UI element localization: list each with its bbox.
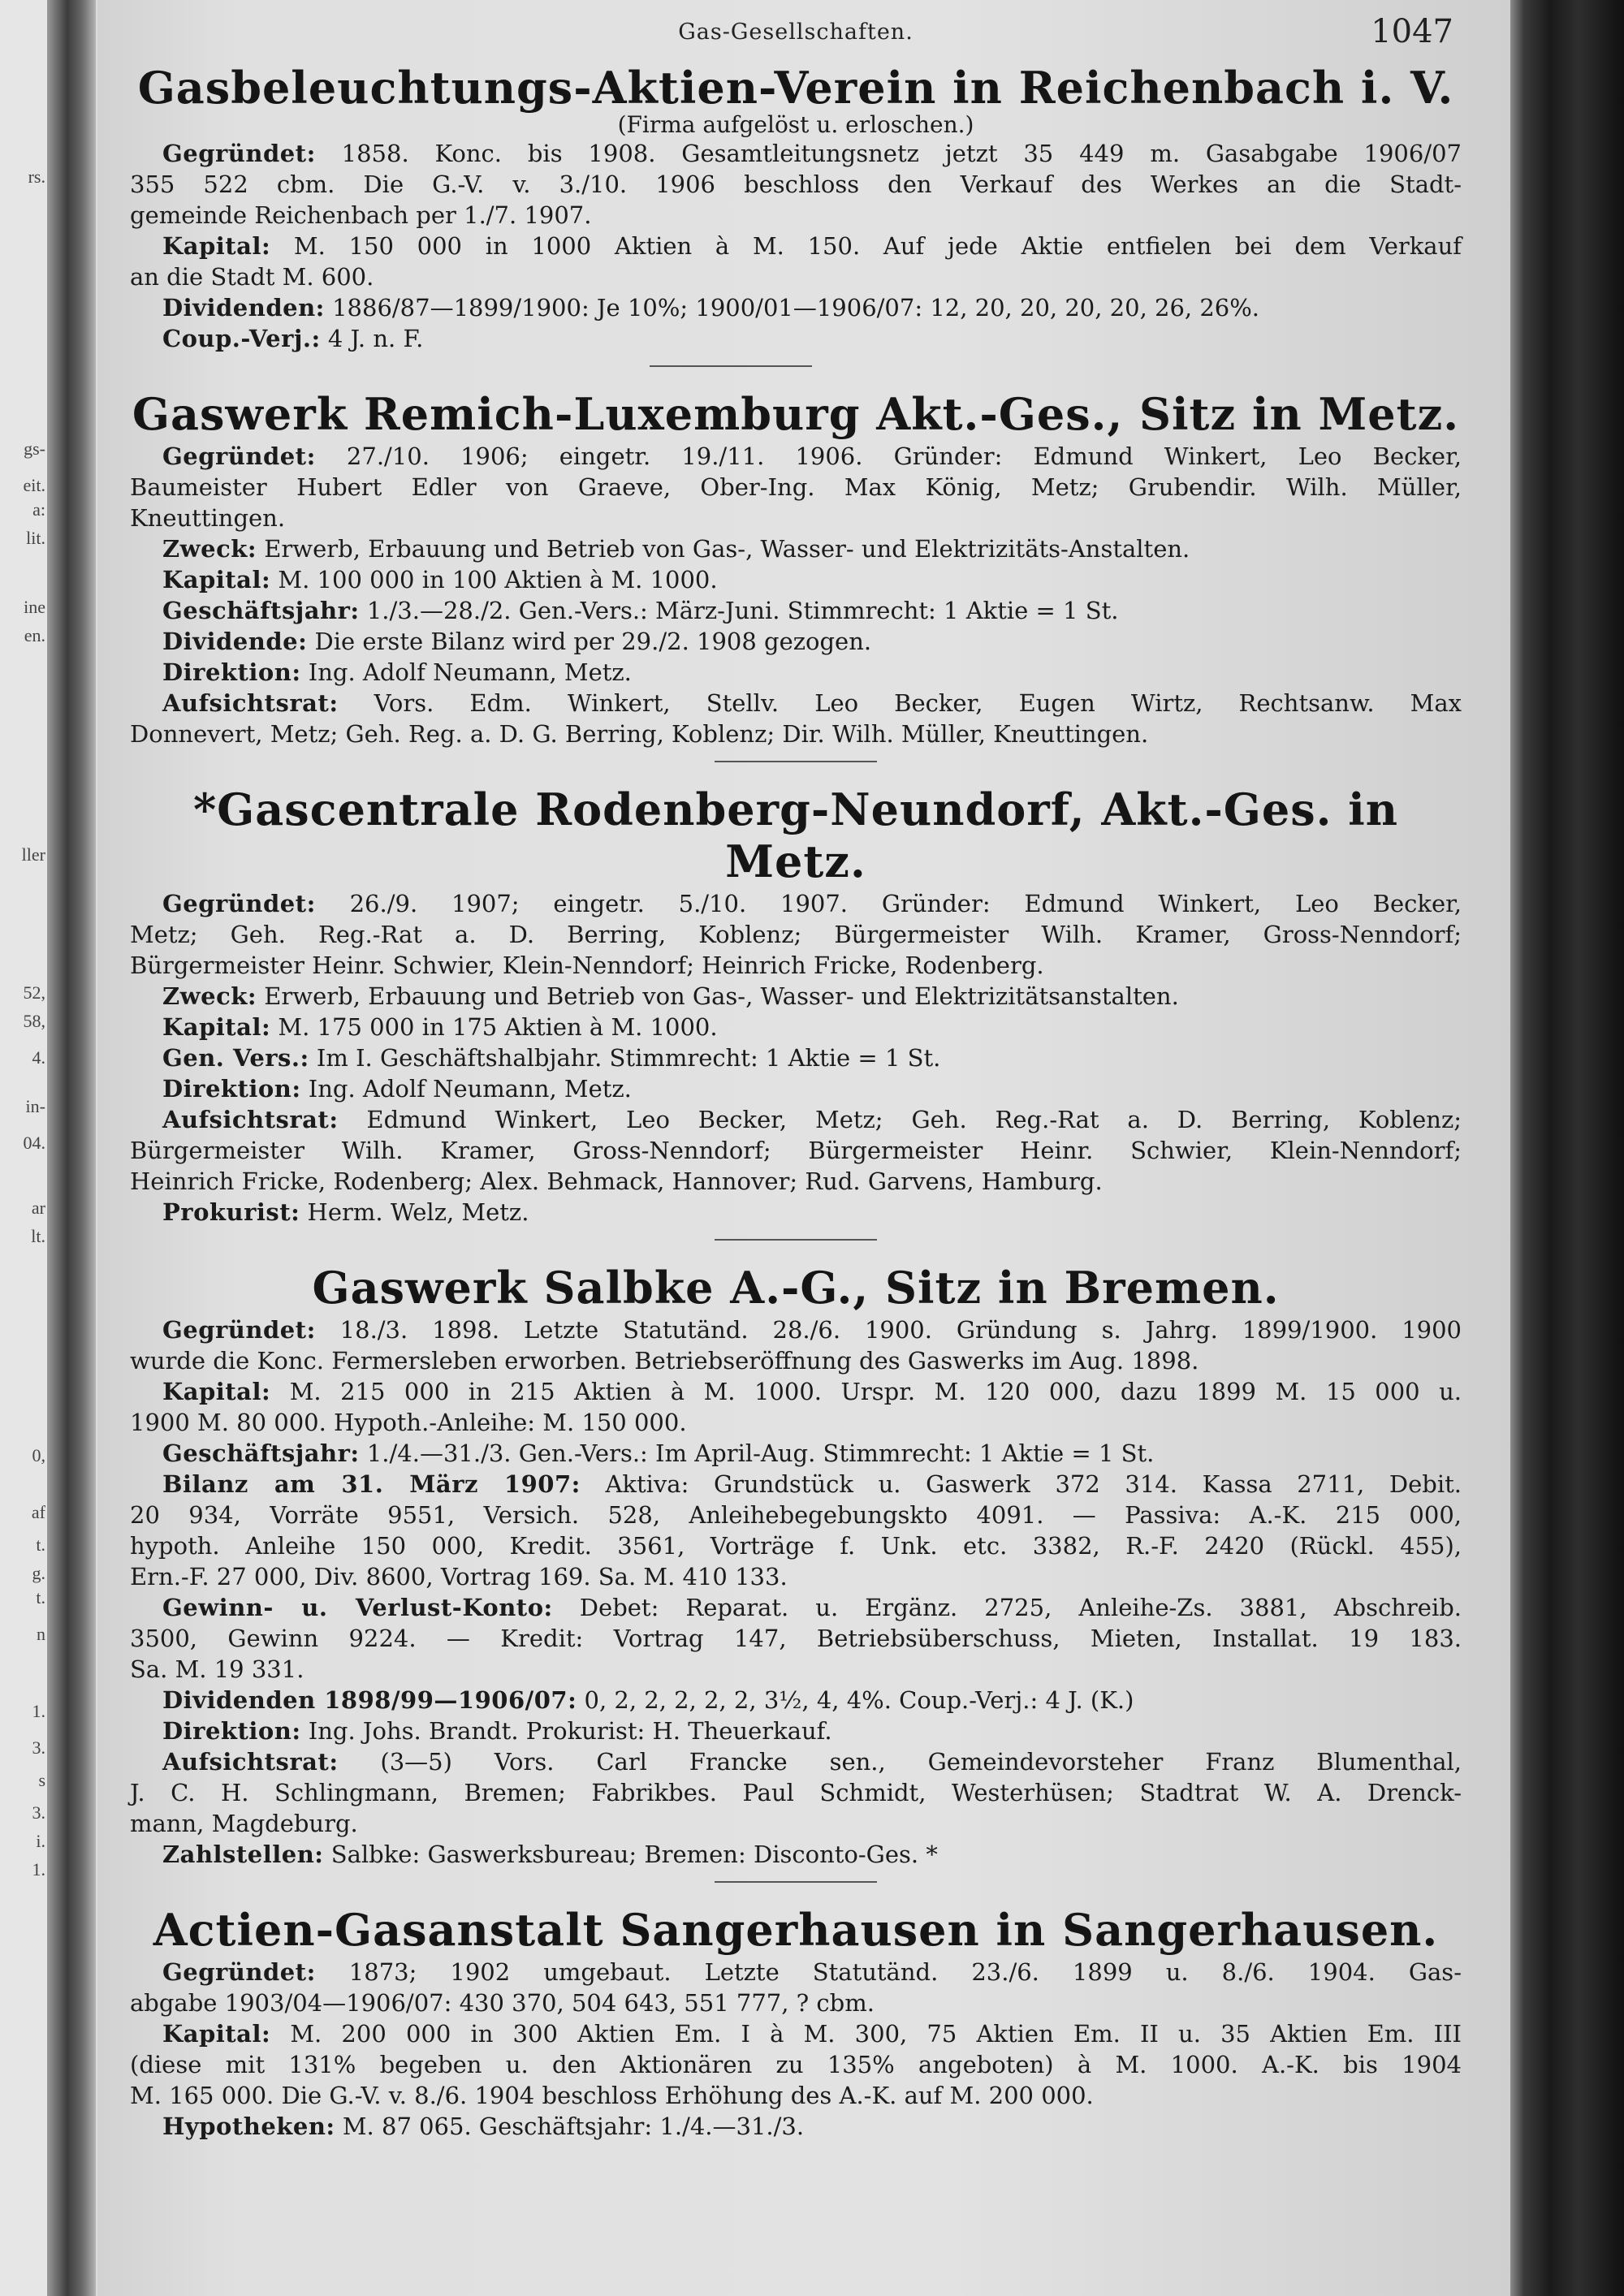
margin-fragment: 04.	[23, 1133, 45, 1153]
margin-fragment: t.	[36, 1587, 45, 1608]
margin-fragment: ine	[24, 597, 45, 617]
adjacent-page-strip	[0, 0, 96, 2296]
company-title: Gasbeleuchtungs-Aktien-Verein in Reichenbach i. V.	[137, 62, 1454, 114]
entry-line: Zweck: Erwerb, Erbauung und Betrieb von Gas-, Wasser- und Elektrizitätsanstalten.	[162, 982, 1179, 1011]
section-divider	[715, 1239, 877, 1241]
entry-line: 20 934, Vorräte 9551, Versich. 528, Anleihebegebungskto 4091. — Passiva: A.-K. 215 000,	[130, 1500, 1462, 1529]
margin-fragment: t.	[36, 1534, 45, 1555]
document-page	[97, 0, 1510, 2296]
entry-line: Heinrich Fricke, Rodenberg; Alex. Behmack, Hannover; Rud. Garvens, Hamburg.	[130, 1167, 1103, 1196]
entry-line: Aufsichtsrat: Edmund Winkert, Leo Becker, Metz; Geh. Reg.-Rat a. D. Berring, Koblenz;	[162, 1106, 1462, 1134]
margin-fragment: 4.	[32, 1047, 45, 1068]
entry-line: Gewinn- u. Verlust-Konto: Debet: Reparat. u. Ergänz. 2725, Anleihe-Zs. 3881, Abschreib.	[162, 1593, 1462, 1621]
entry-line: Gegründet: 1858. Konc. bis 1908. Gesamtleitungsnetz jetzt 35 449 m. Gasabgabe 1906/07	[162, 139, 1462, 167]
margin-fragment: en.	[24, 625, 45, 645]
margin-fragment: in-	[25, 1096, 45, 1116]
running-title: Gas-Gesellschaften.	[678, 19, 914, 45]
margin-fragment: a:	[32, 499, 45, 520]
margin-fragment: rs.	[28, 166, 45, 187]
margin-fragment: 58,	[23, 1011, 45, 1031]
company-subtitle: (Firma aufgelöst u. erloschen.)	[617, 110, 974, 138]
entry-line: Bürgermeister Heinr. Schwier, Klein-Nenndorf; Heinrich Fricke, Rodenberg.	[130, 952, 1044, 980]
entry-body	[130, 1314, 1462, 1870]
entry-line: Kneuttingen.	[130, 503, 286, 532]
company-entry	[130, 783, 1462, 1241]
entry-line: Dividenden 1898/99—1906/07: 0, 2, 2, 2, 2, 2, 3½, 4, 4%. Coup.-Verj.: 4 J. (K.)	[162, 1685, 1134, 1714]
entry-line: Prokurist: Herm. Welz, Metz.	[162, 1198, 529, 1227]
entry-body	[130, 1957, 1462, 2142]
company-title: *Gascentrale Rodenberg-Neundorf, Akt.-Ges. in Metz.	[192, 783, 1399, 888]
margin-fragment: gs-	[24, 438, 45, 459]
entry-line: 3500, Gewinn 9224. — Kredit: Vortrag 147, Betriebsüberschuss, Mieten, Installat. 19 183.	[130, 1624, 1462, 1652]
entry-line: gemeinde Reichenbach per 1./7. 1907.	[130, 201, 592, 229]
entry-line: abgabe 1903/04—1906/07: 430 370, 504 643, 551 777, ? cbm.	[130, 1988, 875, 2017]
entry-line: Geschäftsjahr: 1./3.—28./2. Gen.-Vers.: März-Juni. Stimmrecht: 1 Aktie = 1 St.	[162, 596, 1119, 624]
entry-line: Metz; Geh. Reg.-Rat a. D. Berring, Koblenz; Bürgermeister Wilh. Kramer, Gross-Nenndorf;	[130, 921, 1462, 949]
margin-fragment: 1.	[32, 1859, 45, 1880]
book-spine-edge	[1510, 0, 1624, 2296]
entry-line: Geschäftsjahr: 1./4.—31./3. Gen.-Vers.: Im April-Aug. Stimmrecht: 1 Aktie = 1 St.	[162, 1439, 1155, 1467]
entry-line: Coup.-Verj.: 4 J. n. F.	[162, 324, 424, 352]
entry-line: J. C. H. Schlingmann, Bremen; Fabrikbes. Paul Schmidt, Westerhüsen; Stadtrat W. A. Drenck-	[130, 1778, 1462, 1806]
entry-line: Kapital: M. 150 000 in 1000 Aktien à M. 150. Auf jede Aktie entfielen bei dem Verkauf	[162, 231, 1462, 260]
entry-line: Kapital: M. 200 000 in 300 Aktien Em. I à M. 300, 75 Aktien Em. II u. 35 Aktien Em. III	[162, 2019, 1462, 2048]
entry-line: wurde die Konc. Fermersleben erworben. Betriebseröffnung des Gaswerks im Aug. 1898.	[130, 1346, 1199, 1375]
section-divider	[650, 365, 812, 367]
section-divider	[715, 761, 877, 762]
margin-fragment: eit.	[23, 475, 45, 495]
entry-line: M. 165 000. Die G.-V. v. 8./6. 1904 beschloss Erhöhung des A.-K. auf M. 200 000.	[130, 2081, 1094, 2109]
company-entry	[130, 1262, 1462, 1883]
company-entry	[130, 1904, 1462, 2142]
entry-line: Gegründet: 1873; 1902 umgebaut. Letzte Statutänd. 23./6. 1899 u. 8./6. 1904. Gas-	[162, 1957, 1462, 1986]
company-title: Actien-Gasanstalt Sangerhausen in Sangerhausen.	[153, 1903, 1439, 1956]
margin-fragment: g.	[32, 1563, 45, 1583]
company-title: Gaswerk Remich-Luxemburg Akt.-Ges., Sitz in Metz.	[132, 387, 1460, 440]
entry-line: Gen. Vers.: Im I. Geschäftshalbjahr. Stimmrecht: 1 Aktie = 1 St.	[162, 1044, 941, 1072]
margin-fragment: 52,	[23, 982, 45, 1003]
margin-fragment: lt.	[31, 1226, 45, 1246]
entry-line: Ern.-F. 27 000, Div. 8600, Vortrag 169. Sa. M. 410 133.	[130, 1562, 788, 1590]
entry-line: Gegründet: 27./10. 1906; eingetr. 19./11. 1906. Gründer: Edmund Winkert, Leo Becker,	[162, 442, 1462, 470]
entry-line: Kapital: M. 100 000 in 100 Aktien à M. 1000.	[162, 565, 718, 593]
margin-fragment: 1.	[32, 1701, 45, 1721]
section-divider	[715, 1881, 877, 1883]
company-title: Gaswerk Salbke A.-G., Sitz in Bremen.	[312, 1262, 1280, 1314]
entry-line: Sa. M. 19 331.	[130, 1655, 304, 1683]
company-entry	[130, 62, 1462, 367]
entry-line: mann, Magdeburg.	[130, 1809, 358, 1837]
entry-body	[130, 888, 1462, 1228]
entry-line: Aufsichtsrat: (3—5) Vors. Carl Francke sen., Gemeindevorsteher Franz Blumenthal,	[162, 1747, 1462, 1776]
entry-body	[130, 441, 1462, 749]
entry-line: an die Stadt M. 600.	[130, 262, 374, 291]
margin-fragment: 3.	[32, 1802, 45, 1823]
margin-fragment: ar	[31, 1198, 45, 1218]
margin-fragment: n	[37, 1624, 45, 1644]
entry-line: hypoth. Anleihe 150 000, Kredit. 3561, Vorträge f. Unk. etc. 3382, R.-F. 2420 (Rückl. 455),	[130, 1531, 1462, 1560]
margin-fragment: ller	[21, 844, 45, 865]
entry-line: Aufsichtsrat: Vors. Edm. Winkert, Stellv. Leo Becker, Eugen Wirtz, Rechtsanw. Max	[162, 688, 1462, 717]
margin-fragment: i.	[36, 1831, 45, 1851]
page-content	[130, 8, 1462, 2142]
entry-line: Hypotheken: M. 87 065. Geschäftsjahr: 1./4.—31./3.	[162, 2112, 805, 2140]
margin-fragment: 3.	[32, 1737, 45, 1758]
entry-line: Direktion: Ing. Adolf Neumann, Metz.	[162, 1075, 632, 1103]
page-header	[130, 8, 1462, 54]
margin-fragment: 0,	[32, 1445, 45, 1465]
entry-line: Kapital: M. 175 000 in 175 Aktien à M. 1000.	[162, 1013, 718, 1042]
entry-line: Gegründet: 26./9. 1907; eingetr. 5./10. 1907. Gründer: Edmund Winkert, Leo Becker,	[162, 890, 1462, 918]
margin-fragment: lit.	[26, 528, 45, 548]
entry-line: Kapital: M. 215 000 in 215 Aktien à M. 1000. Urspr. M. 120 000, dazu 1899 M. 15 000 u.	[162, 1377, 1462, 1405]
entry-line: Donnevert, Metz; Geh. Reg. a. D. G. Berring, Koblenz; Dir. Wilh. Müller, Kneuttingen.	[130, 719, 1149, 748]
entry-line: Dividende: Die erste Bilanz wird per 29./2. 1908 gezogen.	[162, 627, 872, 655]
entry-line: Dividenden: 1886/87—1899/1900: Je 10%; 1900/01—1906/07: 12, 20, 20, 20, 20, 26, 26%.	[162, 293, 1260, 322]
entry-line: Zahlstellen: Salbke: Gaswerksbureau; Bremen: Disconto-Ges. *	[162, 1840, 938, 1868]
entry-body	[130, 138, 1462, 354]
entry-line: Baumeister Hubert Edler von Graeve, Ober-Ing. Max König, Metz; Grubendir. Wilh. Müller,	[130, 473, 1462, 501]
entry-line: Bürgermeister Wilh. Kramer, Gross-Nenndorf; Bürgermeister Heinr. Schwier, Klein-Nenndorf;	[130, 1137, 1462, 1165]
company-entry	[130, 388, 1462, 762]
entry-line: Direktion: Ing. Johs. Brandt. Prokurist: H. Theuerkauf.	[162, 1716, 832, 1745]
entry-line: Gegründet: 18./3. 1898. Letzte Statutänd. 28./6. 1900. Gründung s. Jahrg. 1899/1900. 1900	[162, 1315, 1462, 1344]
margin-fragment: s	[38, 1770, 45, 1790]
entry-line: Zweck: Erwerb, Erbauung und Betrieb von Gas-, Wasser- und Elektrizitäts-Anstalten.	[162, 534, 1190, 563]
entry-line: Direktion: Ing. Adolf Neumann, Metz.	[162, 658, 632, 686]
page-fold-shadow	[47, 0, 96, 2296]
entry-line: (diese mit 131% begeben u. den Aktionären zu 135% angeboten) à M. 1000. A.-K. bis 1904	[130, 2050, 1462, 2078]
page-number: 1047	[1371, 13, 1453, 50]
margin-fragment: af	[31, 1502, 45, 1522]
entry-line: Bilanz am 31. März 1907: Aktiva: Grundstück u. Gaswerk 372 314. Kassa 2711, Debit.	[162, 1470, 1462, 1498]
entry-line: 1900 M. 80 000. Hypoth.-Anleihe: M. 150 000.	[130, 1408, 687, 1436]
entry-line: 355 522 cbm. Die G.-V. v. 3./10. 1906 beschloss den Verkauf des Werkes an die Stadt-	[130, 170, 1462, 198]
